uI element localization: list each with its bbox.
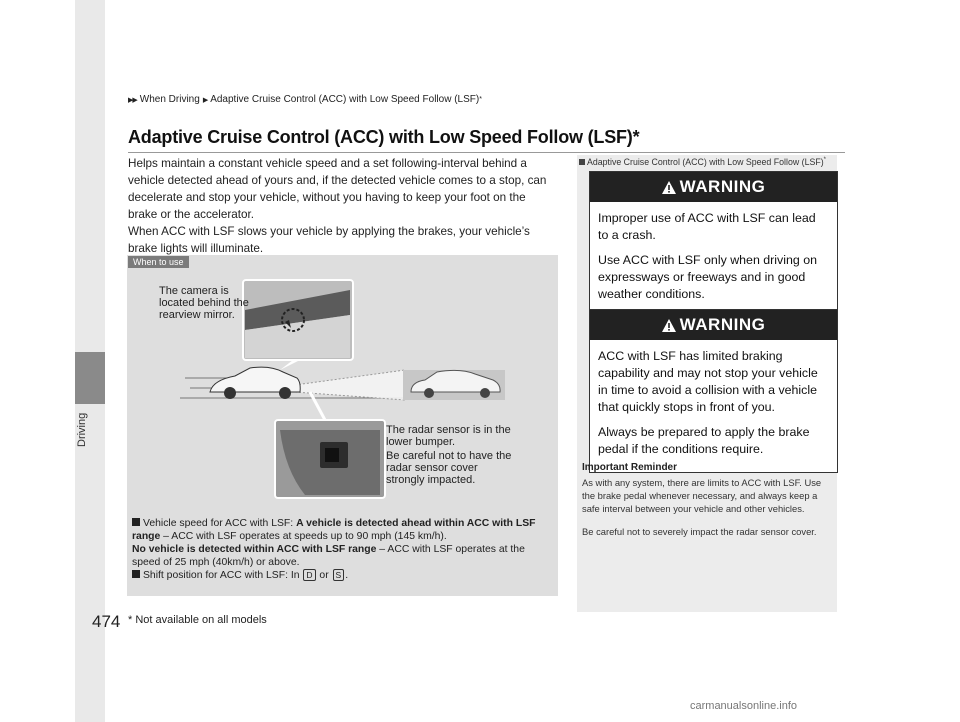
breadcrumb: [128, 94, 482, 105]
shift-condition: [132, 569, 547, 582]
warning-1-text-2: Use ACC with LSF only when driving on expressways or freeways and in good weather conditions.: [598, 253, 818, 301]
bullet-square-icon: [132, 518, 140, 526]
side-tab-label: Driving: [76, 412, 88, 448]
page-title: Adaptive Cruise Control (ACC) with Low Speed Follow (LSF)*: [128, 127, 640, 147]
speed-condition: [132, 517, 547, 569]
warning-header: [590, 172, 837, 202]
radar-caption: The radar sensor is in the lower bumper.: [386, 424, 511, 448]
warning-triangle-icon: [662, 319, 676, 332]
lead-car-image: [403, 370, 505, 400]
camera-caption: The camera is located behind the rearview mirror.: [159, 285, 249, 321]
note-marker-icon: [579, 159, 585, 165]
breadcrumb-arrow-icon: ▶▶: [128, 96, 137, 104]
radar-inset-image: [275, 420, 385, 498]
speed-case-1-text: – ACC with LSF operates at speeds up to 90 mph (145 km/h).: [160, 531, 447, 542]
title-divider: [128, 152, 845, 153]
breadcrumb-star: *: [479, 96, 482, 103]
warning-1-text-1: Improper use of ACC with LSF can lead to a crash.: [598, 211, 816, 242]
intro-paragraph-1: Helps maintain a constant vehicle speed and a set following-interval behind a vehicle detected ahead of yours and, if the detected vehicle comes to a stop, can decelerate and stop your vehicle, without you having to keep your foot on the brake or the accelerator.: [128, 157, 547, 221]
camera-inset-image: [243, 280, 353, 370]
shift-s-key: S: [333, 569, 345, 581]
reminder-paragraph-2: Be careful not to severely impact the radar sensor cover.: [582, 526, 817, 537]
warning-2-text-1: ACC with LSF has limited braking capability and may not stop your vehicle in time to avoid a collision with a vehicle that quickly stops in front of you.: [598, 349, 818, 414]
speed-label: Vehicle speed for ACC with LSF:: [143, 518, 297, 529]
warning-label: WARNING: [679, 177, 766, 196]
when-to-use-tag: When to use: [128, 256, 189, 268]
shift-end: .: [345, 570, 349, 581]
speed-case-2: No vehicle is detected within ACC with LSF range: [132, 544, 377, 555]
intro-paragraph-2: When ACC with LSF slows your vehicle by applying the brakes, your vehicle’s brake lights will illuminate.: [128, 225, 530, 255]
breadcrumb-part2[interactable]: Adaptive Cruise Control (ACC) with Low Speed Follow (LSF): [210, 94, 480, 105]
shift-label: Shift position for ACC with LSF: In: [143, 570, 303, 581]
sidebar-header: [579, 157, 837, 167]
shift-or: or: [316, 570, 332, 581]
warning-2-text-2: Always be prepared to apply the brake pedal if the conditions require.: [598, 425, 810, 456]
conditions-list: [132, 517, 547, 582]
reminder-text: [582, 476, 830, 548]
warning-label: WARNING: [679, 315, 766, 334]
warning-triangle-icon: [662, 181, 676, 194]
bullet-square-icon: [132, 570, 140, 578]
reminder-title: Important Reminder: [582, 462, 678, 473]
speed-case-2-text: – ACC with LSF operates at the speed of 25 mph (40km/h) or above.: [132, 544, 525, 568]
sidebar-header-text: Adaptive Cruise Control (ACC) with Low Speed Follow (LSF): [587, 157, 824, 167]
warning-box-2: [589, 309, 838, 473]
side-tab-marker: [75, 352, 105, 404]
breadcrumb-part1[interactable]: When Driving: [139, 94, 200, 105]
speed-case-1: A vehicle is detected ahead within ACC with LSF range: [132, 518, 536, 542]
breadcrumb-arrow-icon: ▶: [202, 96, 208, 104]
watermark: carmanualsonline.info: [690, 700, 798, 712]
reminder-paragraph-1: As with any system, there are limits to ACC with LSF. Use the brake pedal whenever necessary, and always keep a safe interval between your vehicle and other vehicles.: [582, 477, 822, 514]
warning-box-1: [589, 171, 838, 318]
page-number: 474: [92, 612, 121, 631]
warning-header: [590, 310, 837, 340]
radar-warning-caption: Be careful not to have the radar sensor cover strongly impacted.: [386, 450, 512, 486]
shift-d-key: D: [303, 569, 315, 581]
footnote: * Not available on all models: [128, 614, 267, 626]
own-car-image: [210, 367, 300, 399]
sidebar-header-star: *: [823, 157, 826, 164]
intro-text: [128, 155, 558, 257]
